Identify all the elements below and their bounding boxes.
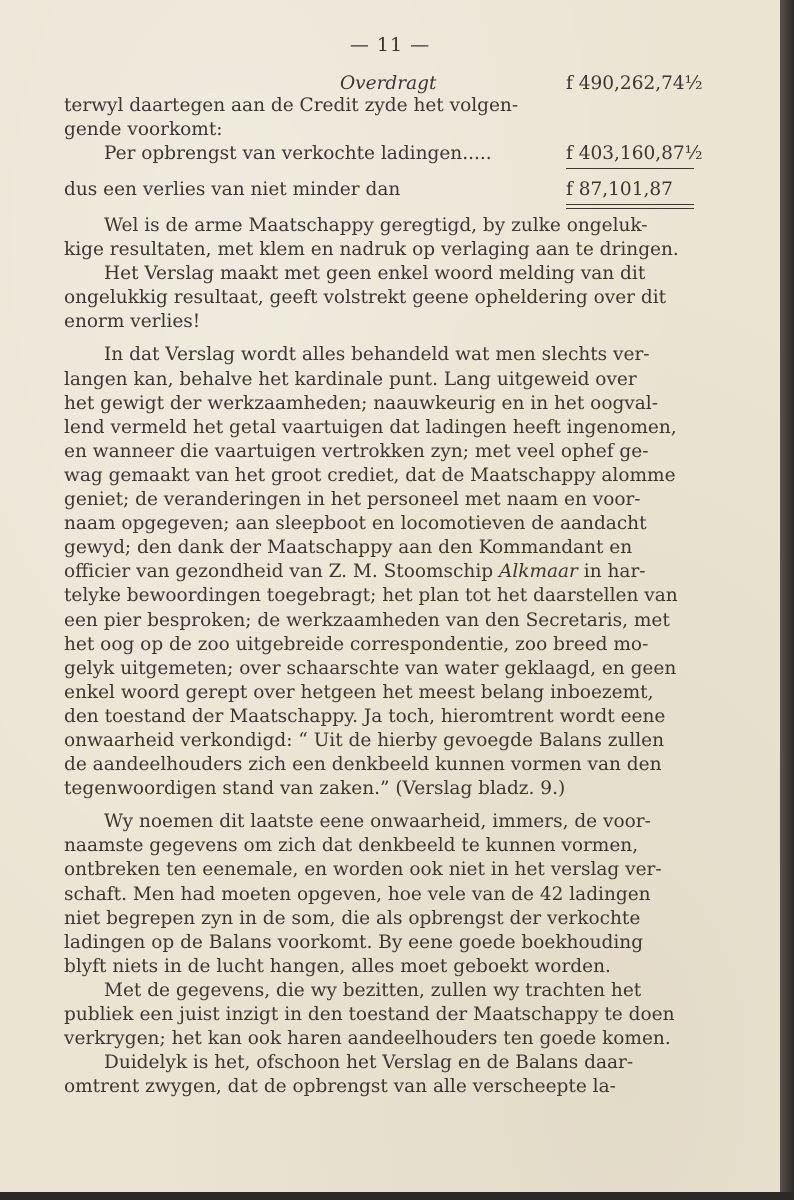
- text-line: gewyd; den dank der Maatschappy aan den Kommandant en: [64, 537, 633, 559]
- text-line: onwaarheid verkondigd: “ Uit de hierby gevoegde Balans zullen: [64, 729, 665, 751]
- paragraph: [64, 1051, 708, 1099]
- paragraph: [64, 262, 708, 334]
- paragraph: [64, 343, 708, 801]
- text-line: wag gemaakt van het groot crediet, dat de Maatschappy alomme: [64, 464, 676, 486]
- text-line: Wy noemen dit laatste eene onwaarheid, immers, de voor-: [104, 811, 651, 833]
- text-line: lend vermeld het getal vaartuigen dat ladingen heeft ingenomen,: [64, 416, 677, 438]
- text-line: den toestand der Maatschappy. Ja toch, hieromtrent wordt eene: [64, 705, 666, 727]
- text-line: officier van gezondheid van Z. M. Stoomschip Alkmaar in har-: [64, 561, 646, 583]
- page-number: — 11 —: [349, 34, 431, 56]
- text-line: ontbreken ten eenemale, en worden ook niet in het verslag ver-: [64, 859, 662, 881]
- text-line: schaft. Men had moeten opgeven, hoe vele van de 42 ladingen: [64, 883, 651, 905]
- body-text: [64, 210, 708, 1099]
- text-line: enorm verlies!: [64, 311, 201, 333]
- text-line: kige resultaten, met klem en nadruk op verlaging aan te dringen.: [64, 239, 679, 261]
- text-line: een pier besproken; de werkzaamheden van den Secretaris, met: [64, 609, 670, 631]
- text-line: tegenwoordigen stand van zaken.” (Verslag bladz. 9.): [64, 778, 566, 800]
- text-line: langen kan, behalve het kardinale punt. Lang uitgeweid over: [64, 368, 637, 390]
- text-line: blyft niets in de lucht hangen, alles moet geboekt worden.: [64, 955, 611, 977]
- loss-amount: f 87,101,87: [566, 179, 673, 200]
- page-edge-shadow: [780, 0, 794, 1200]
- text-line: telyke bewoordingen toegebragt; het plan tot het daarstellen van: [64, 585, 678, 607]
- text-line: en wanneer die vaartuigen vertrokken zyn; met veel ophef ge-: [64, 440, 649, 462]
- text-line: het gewigt der werkzaamheden; naauwkeurig en in het oogval-: [64, 392, 658, 414]
- text-line: publiek een juist inzigt in den toestand der Maatschappy te doen: [64, 1004, 675, 1025]
- text-line: In dat Verslag wordt alles behandeld wat men slechts ver-: [104, 344, 650, 366]
- paragraph: [64, 214, 708, 262]
- text-line: het oog op de zoo uitgebreide correspondentie, zoo breed mo-: [64, 633, 649, 655]
- proceeds-amount: f 403,160,87½: [566, 143, 703, 164]
- ship-name: Alkmaar: [498, 561, 578, 583]
- text-line: naam opgegeven; aan sleepboot en locomotieven de aandacht: [64, 513, 647, 535]
- ledger-intro-line-1: terwyl daartegen aan de Credit zyde het volgen-: [64, 95, 519, 116]
- page-bottom-edge: [0, 1192, 794, 1200]
- paragraph: [64, 810, 708, 979]
- text-line: omtrent zwygen, dat de opbrengst van alle verscheepte la-: [64, 1076, 616, 1098]
- text-line: de aandeelhouders zich een denkbeeld kunnen vormen van den: [64, 754, 662, 776]
- text-line: Duidelyk is het, ofschoon het Verslag en de Balans daar-: [104, 1052, 634, 1074]
- carried-forward-label: Overdragt: [340, 73, 437, 94]
- subtotal-rule: [566, 168, 694, 169]
- text-line: Het Verslag maakt met geen enkel woord melding van dit: [104, 263, 646, 285]
- text-line: enkel woord gerept over hetgeen het meest belang inboezemt,: [64, 681, 654, 703]
- paragraph: [64, 979, 708, 1051]
- text-line: niet begrepen zyn in de som, die als opbrengst der verkochte: [64, 907, 641, 929]
- text-line: Wel is de arme Maatschappy geregtigd, by zulke ongeluk-: [104, 215, 648, 236]
- text-line: ladingen op de Balans voorkomt. By eene goede boekhouding: [64, 931, 644, 953]
- proceeds-label: Per opbrengst van verkochte ladingen.....: [104, 143, 492, 164]
- ledger-intro-line-2: gende voorkomt:: [64, 119, 223, 140]
- total-rule-2: [566, 208, 694, 209]
- loss-label: dus een verlies van niet minder dan: [64, 179, 401, 200]
- carried-forward-amount: f 490,262,74½: [566, 73, 703, 94]
- text-line: gelyk uitgemeten; over schaarschte van water geklaagd, en geen: [64, 657, 677, 679]
- text-line: naamste gegevens om zich dat denkbeeld te kunnen vormen,: [64, 835, 639, 857]
- text-line: geniet; de veranderingen in het personeel met naam en voor-: [64, 489, 641, 511]
- text-line: Met de gegevens, die wy bezitten, zullen wy trachten het: [104, 979, 642, 1001]
- total-rule-1: [566, 204, 694, 205]
- text-line: verkrygen; het kan ook haren aandeelhouders ten goede komen.: [64, 1028, 671, 1050]
- text-line: ongelukkig resultaat, geeft volstrekt geene opheldering over dit: [64, 287, 667, 309]
